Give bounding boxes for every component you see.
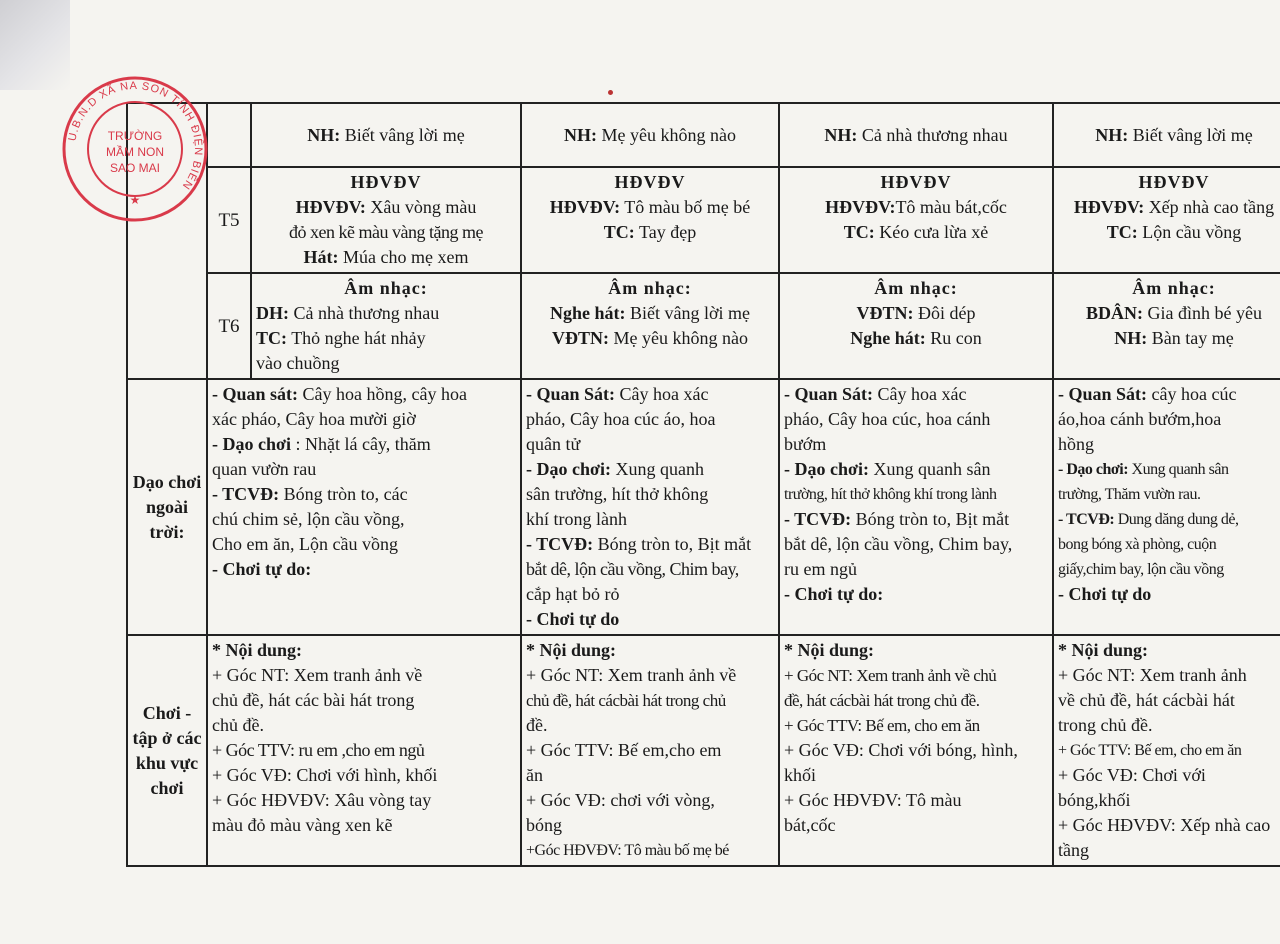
line-label: HĐVĐV:	[295, 197, 366, 217]
weekly-plan-table	[126, 102, 1280, 867]
line-text: ru em ngủ	[784, 559, 857, 579]
line-text: + Góc NT: Xem tranh ảnh về	[526, 665, 737, 685]
line-text: Xâu vòng màu	[370, 197, 477, 217]
line-text: + Góc NT: Xem tranh ảnh về	[212, 665, 423, 685]
t6-cell	[1053, 273, 1280, 379]
line-text: bắt dê, lộn cầu vồng, Chim bay,	[526, 559, 739, 579]
line-label: TC:	[603, 222, 635, 242]
line-text: giấy,chim bay, lộn cầu vồng	[1058, 561, 1224, 578]
corners-cell	[1053, 635, 1280, 866]
line-text: + Góc TTV: ru em ,cho em ngủ	[212, 740, 425, 760]
cell-heading: Âm nhạc:	[608, 278, 692, 298]
line-text: trường, hít thở không khí trong lành	[784, 486, 997, 503]
outdoor-row	[127, 379, 1280, 635]
line-text: Cây hoa xác	[619, 384, 709, 404]
line-label: Hát:	[303, 247, 339, 267]
nh-cell	[251, 103, 521, 167]
line-label: - Quan Sát:	[526, 384, 616, 404]
corners-row	[127, 635, 1280, 866]
line-text: trong chủ đề.	[1058, 715, 1153, 735]
outdoor-cell	[779, 379, 1053, 635]
line-text: vào chuồng	[256, 353, 340, 373]
line-text: chú chim sẻ, lộn cầu vồng,	[212, 509, 405, 529]
line-text: quân tử	[526, 434, 581, 454]
line-text: Múa cho mẹ xem	[343, 247, 469, 267]
line-label: TC:	[843, 222, 875, 242]
nh-cell	[779, 103, 1053, 167]
nh-cell	[1053, 103, 1280, 167]
corners-cell	[207, 635, 521, 866]
svg-text:U.B.N.D XÃ NA SON TỈNH ĐIỆN BI: U.B.N.D XÃ NA SON TỈNH ĐIỆN BIÊN	[66, 79, 205, 193]
line-label: VĐTN:	[856, 303, 914, 323]
line-text: pháo, Cây hoa cúc áo, hoa	[526, 409, 716, 429]
line-text: + Góc TTV: Bế em, cho em ăn	[784, 716, 980, 735]
line-text: bóng,khối	[1058, 790, 1131, 810]
line-label: DH:	[256, 303, 289, 323]
t5-cell	[1053, 167, 1280, 273]
line-label: Nghe hát:	[550, 303, 626, 323]
line-text: + Góc VĐ: Chơi với	[1058, 765, 1206, 785]
cell-heading: HĐVĐV	[880, 172, 952, 192]
line-label: - Dạo chơi	[212, 434, 291, 454]
line-text: hồng	[1058, 434, 1094, 454]
line-text: +Góc HĐVĐV: Tô màu bố mẹ bé	[526, 842, 729, 859]
t6-cell	[521, 273, 779, 379]
day-cell	[207, 103, 251, 167]
svg-text:MẦM NON: MẦM NON	[106, 145, 164, 159]
cell-heading: HĐVĐV	[614, 172, 686, 192]
line-label: - Quan Sát:	[784, 384, 874, 404]
line-text: Tô màu bố mẹ bé	[624, 197, 751, 217]
line-label: - Chơi tự do:	[784, 584, 884, 604]
line-text: : Nhặt lá cây, thăm	[295, 434, 431, 454]
line-text: Ru con	[930, 328, 982, 348]
t5-cell	[251, 167, 521, 273]
line-text: bong bóng xà phòng, cuộn	[1058, 536, 1217, 553]
line-text: về chủ đề, hát cácbài hát	[1058, 690, 1235, 710]
day-cell-t5: T5	[207, 167, 251, 273]
line-text: + Góc VĐ: chơi với vòng,	[526, 790, 715, 810]
t6-cell	[779, 273, 1053, 379]
line-label: - Quan Sát:	[1058, 384, 1148, 404]
nh-text: Biết vâng lời mẹ	[344, 124, 465, 145]
line-text: bát,cốc	[784, 815, 836, 835]
line-text: + Góc VĐ: Chơi với hình, khối	[212, 765, 438, 785]
nh-label: NH:	[307, 124, 341, 145]
line-label: - Quan sát:	[212, 384, 299, 404]
cell-heading: Âm nhạc:	[1132, 278, 1216, 298]
line-text: Thỏ nghe hát nhảy	[291, 328, 426, 348]
cell-heading: Âm nhạc:	[874, 278, 958, 298]
line-text: Dung dăng dung dẻ,	[1117, 511, 1239, 528]
line-label: - Chơi tự do	[526, 609, 620, 629]
school-seal-stamp	[60, 74, 210, 224]
line-text: + Góc TTV: Bế em, cho em ăn	[1058, 742, 1242, 759]
line-text: chủ đề, hát cácbài hát trong chủ	[526, 691, 726, 710]
line-label: - TCVĐ:	[784, 509, 852, 529]
line-text: chủ đề.	[212, 715, 264, 735]
line-label: - TCVĐ:	[212, 484, 280, 504]
outdoor-cell	[207, 379, 521, 635]
nh-row	[127, 103, 1280, 167]
line-text: khối	[784, 765, 817, 785]
line-text: đề.	[526, 715, 548, 735]
line-text: + Góc TTV: Bế em,cho em	[526, 740, 722, 760]
line-text: Tay đẹp	[638, 222, 697, 242]
line-text: Gia đình bé yêu	[1147, 303, 1262, 323]
line-text: Xung quanh sân	[1131, 461, 1229, 478]
line-text: xác pháo, Cây hoa mười giờ	[212, 409, 416, 429]
line-text: cây hoa cúc	[1151, 384, 1237, 404]
line-text: tầng	[1058, 840, 1089, 860]
line-text: cắp hạt bỏ rỏ	[526, 584, 620, 604]
t5-cell	[521, 167, 779, 273]
line-label: HĐVĐV:	[825, 197, 896, 217]
nh-label: NH:	[564, 124, 597, 145]
line-text: + Góc HĐVĐV: Xếp nhà cao	[1058, 815, 1271, 835]
line-label: * Nội dung:	[784, 640, 875, 660]
nh-text: Cả nhà thương nhau	[861, 124, 1008, 145]
line-text: khí trong lành	[526, 509, 627, 529]
line-label: HĐVĐV:	[549, 197, 621, 217]
line-text: Xung quanh sân	[873, 459, 991, 479]
line-text: + Góc HĐVĐV: Xâu vòng tay	[212, 790, 432, 810]
t5-cell	[779, 167, 1053, 273]
ink-dot	[608, 90, 613, 95]
line-text: trường, Thăm vườn rau.	[1058, 486, 1201, 503]
t6-cell	[251, 273, 521, 379]
line-text: Tô màu bát,cốc	[895, 197, 1007, 217]
line-text: đỏ xen kẽ màu vàng tặng mẹ	[289, 222, 483, 242]
line-text: đề, hát cácbài hát trong chủ đề.	[784, 691, 980, 710]
line-text: Biết vâng lời mẹ	[630, 303, 750, 323]
line-text: áo,hoa cánh bướm,hoa	[1058, 409, 1222, 429]
line-text: Xếp nhà cao tầng	[1148, 197, 1275, 217]
line-text: Đôi dép	[918, 303, 976, 323]
outdoor-label: Dạo chơi ngoài trời:	[127, 379, 207, 635]
line-label: TC:	[256, 328, 287, 348]
line-text: bướm	[784, 434, 827, 454]
line-text: quan vườn rau	[212, 459, 317, 479]
line-label: BDÂN:	[1086, 303, 1144, 323]
corners-cell	[779, 635, 1053, 866]
t6-row	[127, 273, 1280, 379]
cell-heading: HĐVĐV	[350, 172, 422, 192]
outdoor-cell	[1053, 379, 1280, 635]
svg-text:★: ★	[129, 193, 141, 207]
line-label: - Chơi tự do	[1058, 584, 1152, 604]
line-text: bắt dê, lộn cầu vồng, Chim bay,	[784, 534, 1013, 554]
line-text: Bóng tròn to, Bịt mắt	[855, 509, 1010, 529]
line-label: VĐTN:	[552, 328, 609, 348]
line-text: Cây hoa xác	[877, 384, 967, 404]
line-text: pháo, Cây hoa cúc, hoa cánh	[784, 409, 991, 429]
line-text: Kéo cưa lừa xẻ	[879, 222, 989, 242]
line-text: + Góc HĐVĐV: Tô màu	[784, 790, 962, 810]
line-label: HĐVĐV:	[1073, 197, 1145, 217]
line-label: - Dạo chơi:	[526, 459, 611, 479]
nh-text: Biết vâng lời mẹ	[1132, 124, 1253, 145]
line-label: - TCVĐ:	[1058, 511, 1115, 528]
corners-label: Chơi - tập ở các khu vực chơi	[127, 635, 207, 866]
day-cell-t6: T6	[207, 273, 251, 379]
line-label: NH:	[1114, 328, 1148, 348]
t5-row	[127, 167, 1280, 273]
line-text: Lộn cầu vồng	[1142, 222, 1242, 242]
nh-label: NH:	[824, 124, 858, 145]
line-text: ăn	[526, 765, 543, 785]
line-text: + Góc NT: Xem tranh ảnh	[1058, 665, 1247, 685]
line-text: Cả nhà thương nhau	[293, 303, 440, 323]
line-text: màu đỏ màu vàng xen kẽ	[212, 815, 393, 835]
svg-text:TRƯỜNG: TRƯỜNG	[107, 129, 163, 143]
line-label: - TCVĐ:	[526, 534, 594, 554]
cell-heading: HĐVĐV	[1138, 172, 1210, 192]
line-label: * Nội dung:	[212, 640, 303, 660]
line-text: + Góc NT: Xem tranh ảnh về chủ	[784, 666, 997, 685]
line-label: TC:	[1106, 222, 1138, 242]
nh-cell	[521, 103, 779, 167]
line-text: bóng	[526, 815, 562, 835]
line-label: - Dạo chơi:	[784, 459, 869, 479]
line-label: * Nội dung:	[526, 640, 617, 660]
line-text: Xung quanh	[615, 459, 704, 479]
line-text: Cây hoa hồng, cây hoa	[302, 384, 467, 404]
outdoor-cell	[521, 379, 779, 635]
line-label: Nghe hát:	[850, 328, 926, 348]
line-label: * Nội dung:	[1058, 640, 1149, 660]
line-label: - Dạo chơi:	[1058, 461, 1129, 478]
line-text: chủ đề, hát các bài hát trong	[212, 690, 415, 710]
line-text: Bóng tròn to, các	[283, 484, 408, 504]
line-text: sân trường, hít thở không	[526, 484, 709, 504]
line-text: + Góc VĐ: Chơi với bóng, hình,	[784, 740, 1018, 760]
cell-heading: Âm nhạc:	[344, 278, 428, 298]
line-text: Bóng tròn to, Bịt mắt	[597, 534, 752, 554]
line-label: - Chơi tự do:	[212, 559, 312, 579]
line-text: Bàn tay mẹ	[1151, 328, 1234, 348]
nh-text: Mẹ yêu không nào	[601, 124, 736, 145]
corners-cell	[521, 635, 779, 866]
svg-text:SAO MAI: SAO MAI	[109, 161, 161, 175]
line-text: Mẹ yêu không nào	[613, 328, 748, 348]
line-text: Cho em ăn, Lộn cầu vồng	[212, 534, 398, 554]
nh-label: NH:	[1095, 124, 1129, 145]
